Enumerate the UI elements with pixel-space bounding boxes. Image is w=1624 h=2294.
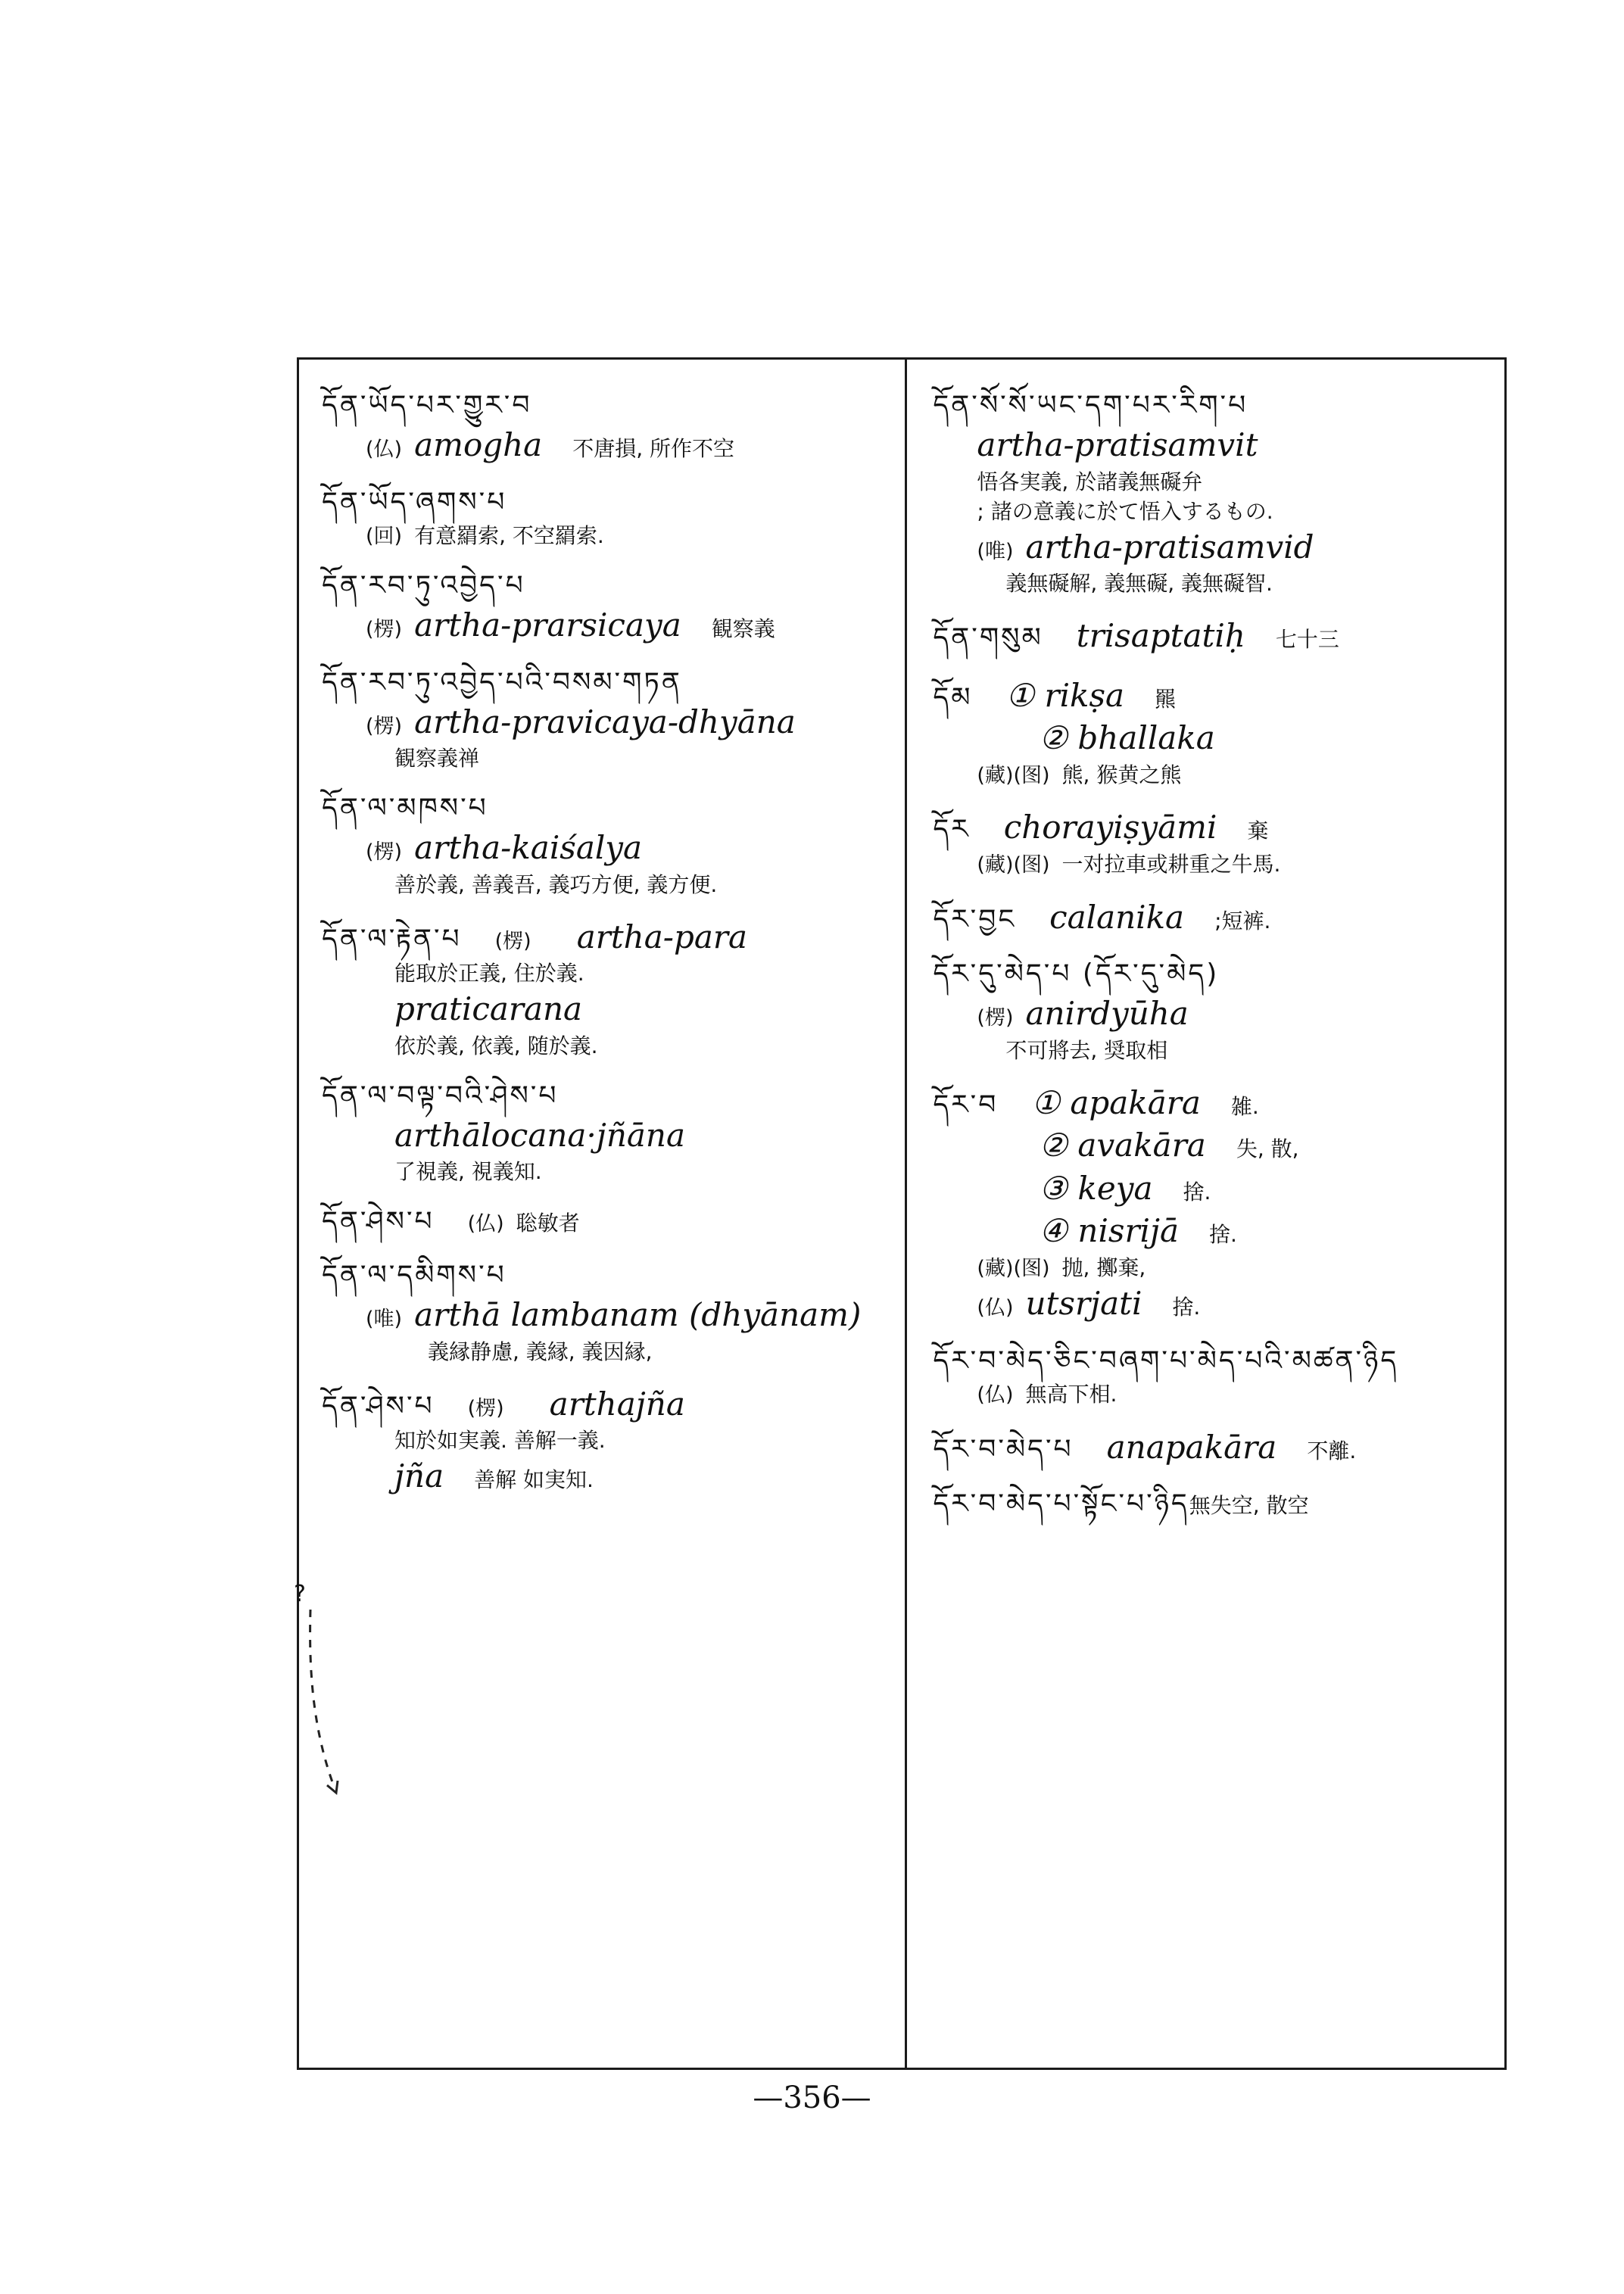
definition-text: 観察義 (711, 616, 775, 642)
entry-headword-line (322, 665, 891, 700)
tibetan-headword: དོར་བ་མེད་ཅིང་བཞག་པ་མེད་པའི་མཚན་ཉིད (933, 1345, 1399, 1376)
definition-text: 七十三 (1275, 627, 1339, 652)
tibetan-headword: དོན་རབ་ཏུ་འབྱེད་པ (322, 570, 525, 602)
entry-detail-line (322, 1339, 891, 1365)
sanskrit-term: artha-pratisamvit (977, 426, 1258, 463)
entry-detail-line (322, 828, 891, 868)
dictionary-entry (322, 918, 891, 1059)
tibetan-headword: དོན་ལ་རྟེན་པ (322, 923, 462, 955)
sanskrit-term: trisaptatiḥ (1076, 617, 1245, 654)
definition-text: 悟各実義, 於諸義無礙弁 (977, 469, 1203, 494)
sanskrit-term: artha-para (576, 918, 748, 955)
entry-headword-line (322, 1079, 891, 1113)
entry-detail-line (933, 528, 1491, 568)
definition-text: 熊, 猴黄之熊 (1061, 762, 1182, 787)
definition-text: 抛, 擲棄, (1061, 1255, 1146, 1280)
definition-text: 義無礙解, 義無礙, 義無礙智. (1005, 571, 1273, 596)
entry-detail-line (933, 1126, 1491, 1166)
entry-detail-line (933, 1169, 1491, 1209)
entry-detail-line (322, 871, 891, 898)
source-tag: (藏)(图) (977, 852, 1050, 877)
tibetan-headword: དོན་ལ་མཁས་པ (322, 793, 488, 824)
source-tag: (回) (366, 524, 403, 548)
sanskrit-term: anapakāra (1106, 1428, 1277, 1466)
sanskrit-term: ② bhallaka (1039, 719, 1215, 756)
dictionary-entry (933, 616, 1491, 656)
entry-detail-line (322, 1295, 891, 1336)
tibetan-headword: དོན་ཤེས་པ (322, 1206, 435, 1238)
entry-headword-line (322, 388, 891, 422)
tibetan-headword: དོར་བྱང (933, 903, 1017, 935)
source-tag: (仏) (977, 1382, 1014, 1407)
definition-text: 義縁静慮, 義縁, 義因縁, (428, 1339, 653, 1364)
entry-detail-line (933, 1211, 1491, 1251)
sanskrit-term: artha-pravicaya-dhyāna (414, 703, 796, 740)
sanskrit-term: praticarana (394, 990, 583, 1028)
entry-headword-line (322, 1258, 891, 1292)
definition-text: 不可將去, 奨取相 (1005, 1037, 1168, 1063)
definition-text: 一对拉車或耕重之牛馬. (1061, 851, 1281, 877)
definition-text: 不唐損, 所作不空 (572, 436, 735, 461)
dictionary-entry (933, 957, 1491, 1064)
definition-text: ; 諸の意義に於て悟入するもの. (977, 498, 1273, 524)
tibetan-headword: དོན་ལ་དམིགས་པ (322, 1260, 507, 1292)
definition-text: 雑. (1230, 1093, 1259, 1119)
definition-text: 羆 (1155, 686, 1177, 712)
entry-headword-line (933, 1083, 1491, 1124)
source-tag: (唯) (366, 1308, 403, 1332)
entry-headword-line (933, 616, 1491, 656)
tibetan-headword: དོན་ཡོད་ཞགས་པ (322, 486, 507, 518)
definition-text: 不離. (1307, 1438, 1357, 1463)
entry-detail-line (322, 703, 891, 743)
entry-detail-line (322, 745, 891, 771)
sanskrit-term: calanika (1049, 898, 1185, 936)
dictionary-entry (933, 1344, 1491, 1408)
source-tag: (藏)(图) (977, 763, 1050, 787)
entry-detail-line (933, 994, 1491, 1034)
page-number: —356— (753, 2080, 871, 2115)
dictionary-entry (322, 485, 891, 550)
dictionary-frame (297, 357, 1507, 2070)
source-tag: (楞) (366, 714, 403, 738)
source-tag: (楞) (467, 1396, 504, 1420)
definition-text: 能取於正義, 住於義. (394, 961, 584, 986)
definition-text: 無高下相. (1025, 1381, 1117, 1407)
sanskrit-term: artha-kaiśalya (414, 829, 643, 867)
dictionary-entry (933, 676, 1491, 789)
entry-detail-line (322, 1033, 891, 1059)
entry-detail-line (322, 1158, 891, 1185)
sanskrit-term: utsrjati (1025, 1285, 1142, 1323)
source-tag: (仏) (366, 438, 403, 461)
tibetan-headword: དོར་དུ་མེད་པ (དོར་དུ་མེད) (933, 958, 1220, 990)
tibetan-headword: དོར་བ (933, 1089, 999, 1121)
definition-text: 捨. (1172, 1295, 1201, 1320)
dictionary-entry (322, 1079, 891, 1186)
definition-text: 捨. (1183, 1179, 1211, 1205)
sanskrit-term: ① apakāra (1031, 1083, 1201, 1121)
entry-headword-line (322, 485, 891, 519)
tibetan-headword: དོར་བ་མེད་པ་སྟོང་པ་ཉིད (933, 1488, 1189, 1519)
tibetan-headword: དོན་ཡོད་པར་གྱུར་བ (322, 390, 532, 421)
entry-headword-line (933, 1428, 1491, 1468)
entry-detail-line (933, 1381, 1491, 1408)
sanskrit-term: arthālocana·jñāna (394, 1116, 686, 1154)
entry-detail-line (322, 1427, 891, 1454)
entry-detail-line (322, 425, 891, 466)
entry-detail-line (933, 1255, 1491, 1282)
entry-headword-line (933, 898, 1491, 938)
entry-detail-line (322, 1457, 891, 1497)
entry-detail-line (322, 1116, 891, 1156)
sanskrit-term: artha-pratisamvid (1025, 528, 1314, 566)
right-column (907, 360, 1504, 2068)
sanskrit-term: ① rikṣa (1005, 676, 1125, 714)
entry-headword-line (322, 918, 891, 958)
dictionary-entry (933, 898, 1491, 938)
definition-text: 依於義, 依義, 随於義. (394, 1033, 598, 1058)
tibetan-headword: དོར (933, 814, 971, 846)
definition-text: ;短裤. (1214, 908, 1271, 933)
definition-text: 捨. (1209, 1222, 1237, 1247)
sanskrit-term: arthā lambanam (dhyānam) (414, 1296, 862, 1334)
tibetan-headword: དོན་རབ་ཏུ་འབྱེད་པའི་བསམ་གཏན (322, 666, 682, 698)
dictionary-entry (933, 808, 1491, 877)
sanskrit-term: amogha (414, 426, 543, 463)
source-tag: (仏) (977, 1296, 1014, 1320)
dictionary-entry (322, 665, 891, 772)
entry-detail-line (933, 851, 1491, 878)
entry-detail-line (322, 606, 891, 646)
entry-headword-line (933, 1344, 1491, 1378)
entry-headword-line (933, 676, 1491, 716)
entry-detail-line (322, 990, 891, 1030)
sanskrit-term: ④ nisrijā (1039, 1212, 1180, 1249)
entry-detail-line (933, 425, 1491, 466)
entry-detail-line (933, 570, 1491, 597)
tibetan-headword: དོན་གསུམ (933, 622, 1043, 653)
entry-detail-line (322, 522, 891, 550)
source-tag: (楞) (366, 840, 403, 865)
sanskrit-term: artha-prarsicaya (414, 606, 681, 644)
source-tag: (楞) (494, 929, 531, 953)
definition-text: 善於義, 善義吾, 義巧方便, 義方便. (394, 871, 718, 897)
sanskrit-term: anirdyūha (1025, 995, 1189, 1032)
entry-detail-line (933, 762, 1491, 789)
entry-headword-line (933, 388, 1491, 422)
sanskrit-term: ② avakāra (1039, 1127, 1206, 1164)
tibetan-headword: དོམ (933, 681, 973, 713)
dictionary-entry (933, 1487, 1491, 1521)
tibetan-headword: དོར་བ་མེད་པ (933, 1433, 1074, 1465)
tibetan-headword: དོན་ལ་བལྟ་བའི་ཤེས་པ (322, 1080, 559, 1111)
entry-headword-line (322, 569, 891, 603)
entry-detail-line (322, 960, 891, 986)
source-tag: (唯) (977, 539, 1014, 563)
left-column (299, 360, 907, 2068)
source-tag: (藏)(图) (977, 1256, 1050, 1280)
dictionary-entry (933, 1428, 1491, 1468)
entry-headword-line (933, 1487, 1491, 1521)
definition-text: 無失空, 散空 (1189, 1493, 1309, 1518)
source-tag: (楞) (977, 1006, 1014, 1030)
entry-detail-line (933, 718, 1491, 759)
tibetan-headword: དོན་སོ་སོ་ཡང་དག་པར་རིག་པ (933, 390, 1248, 421)
entry-detail-line (933, 469, 1491, 495)
tibetan-headword: དོན་ཤེས་པ (322, 1390, 435, 1422)
definition-text: 失, 散, (1236, 1136, 1299, 1161)
dashed-arrow-icon (304, 1607, 350, 1803)
dictionary-entry (322, 1205, 891, 1239)
definition-text: 有意羂索, 不空羂索. (414, 522, 604, 548)
definition-text: 棄 (1247, 818, 1269, 844)
definition-text: 了視義, 視義知. (394, 1159, 542, 1185)
sanskrit-term: arthajña (549, 1385, 685, 1423)
dictionary-entry (322, 1385, 891, 1497)
entry-headword-line (322, 1385, 891, 1425)
source-tag: (仏) (467, 1212, 504, 1236)
dictionary-entry (322, 791, 891, 898)
entry-detail-line (933, 1284, 1491, 1324)
margin-question-mark: ? (294, 1581, 306, 1607)
entry-headword-line (933, 957, 1491, 991)
dictionary-entry (933, 1083, 1491, 1324)
definition-text: 聡敏者 (516, 1211, 580, 1236)
sanskrit-term: jña (394, 1457, 444, 1495)
entry-headword-line (933, 808, 1491, 848)
sanskrit-term: chorayiṣyāmi (1003, 809, 1217, 846)
entry-headword-line (322, 791, 891, 825)
entry-headword-line (322, 1205, 891, 1239)
entry-detail-line (933, 1037, 1491, 1064)
definition-text: 観察義禅 (394, 746, 480, 771)
sanskrit-term: ③ keya (1039, 1169, 1153, 1207)
entry-detail-line (933, 498, 1491, 525)
definition-text: 善解 如実知. (474, 1467, 594, 1493)
dictionary-entry (933, 388, 1491, 597)
definition-text: 知於如実義. 善解一義. (394, 1428, 606, 1454)
dictionary-entry (322, 569, 891, 646)
dictionary-entry (322, 1258, 891, 1365)
source-tag: (楞) (366, 618, 403, 642)
dictionary-entry (322, 388, 891, 466)
